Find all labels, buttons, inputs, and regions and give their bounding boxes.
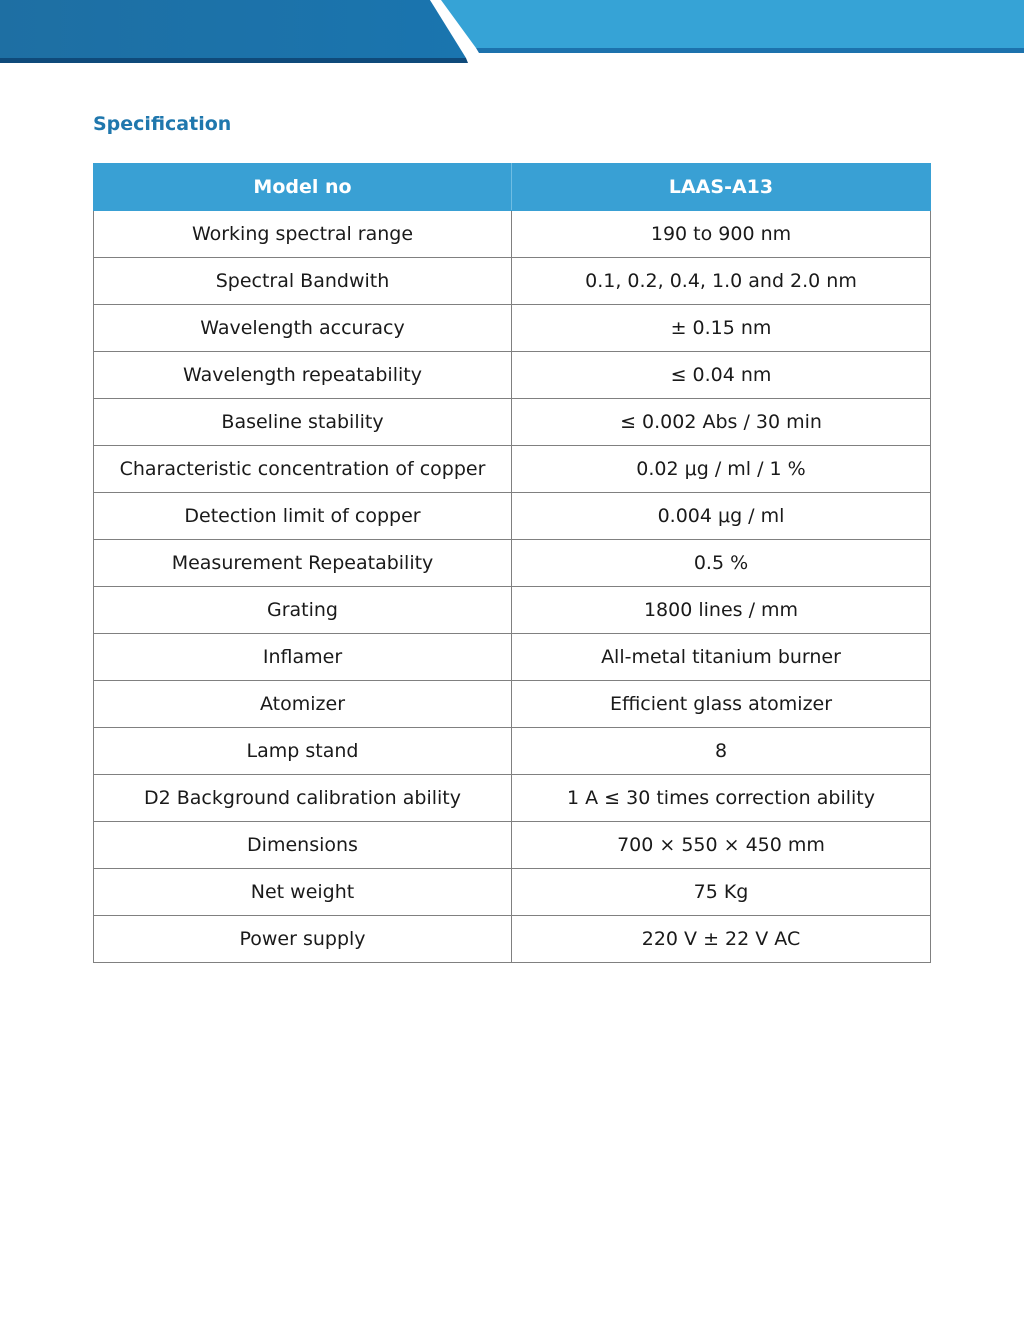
spec-value: 8 (512, 728, 931, 775)
banner-right-band (441, 0, 1024, 48)
spec-label: Detection limit of copper (94, 493, 512, 540)
table-row (94, 399, 931, 446)
spec-value: 0.02 μg / ml / 1 % (512, 446, 931, 493)
column-header-model: Model no (94, 164, 512, 211)
banner-underline (0, 58, 468, 63)
spec-label: Spectral Bandwith (94, 258, 512, 305)
spec-label: Atomizer (94, 681, 512, 728)
spec-label: Measurement Repeatability (94, 540, 512, 587)
table-row (94, 869, 931, 916)
table-row (94, 352, 931, 399)
section-title: Specification (93, 113, 232, 135)
spec-label: D2 Background calibration ability (94, 775, 512, 822)
spec-label: Lamp stand (94, 728, 512, 775)
table-row (94, 681, 931, 728)
table-row (94, 916, 931, 963)
spec-label: Dimensions (94, 822, 512, 869)
spec-value: 1800 lines / mm (512, 587, 931, 634)
spec-value: 75 Kg (512, 869, 931, 916)
banner-left-band (0, 0, 466, 58)
spec-label: Grating (94, 587, 512, 634)
spec-label: Baseline stability (94, 399, 512, 446)
spec-label: Power supply (94, 916, 512, 963)
table-row (94, 587, 931, 634)
spec-value: 1 A ≤ 30 times correction ability (512, 775, 931, 822)
spec-value: ≤ 0.04 nm (512, 352, 931, 399)
spec-value: 190 to 900 nm (512, 211, 931, 258)
table-row (94, 493, 931, 540)
spec-value: 0.004 μg / ml (512, 493, 931, 540)
table-header-row (94, 164, 931, 211)
table-row (94, 258, 931, 305)
spec-label: Wavelength repeatability (94, 352, 512, 399)
table-row (94, 775, 931, 822)
spec-value: ± 0.15 nm (512, 305, 931, 352)
table-row (94, 540, 931, 587)
table-row (94, 446, 931, 493)
spec-label: Working spectral range (94, 211, 512, 258)
banner-right-underline (476, 48, 1024, 53)
column-header-value: LAAS-A13 (512, 164, 931, 211)
spec-label: Wavelength accuracy (94, 305, 512, 352)
spec-value: 700 × 550 × 450 mm (512, 822, 931, 869)
spec-label: Net weight (94, 869, 512, 916)
spec-label: Characteristic concentration of copper (94, 446, 512, 493)
table-row (94, 211, 931, 258)
spec-value: 0.5 % (512, 540, 931, 587)
table-row (94, 728, 931, 775)
spec-value: Efficient glass atomizer (512, 681, 931, 728)
table-row (94, 634, 931, 681)
table-row (94, 305, 931, 352)
spec-value: ≤ 0.002 Abs / 30 min (512, 399, 931, 446)
spec-table (93, 163, 931, 963)
spec-value: 220 V ± 22 V AC (512, 916, 931, 963)
spec-label: Inflamer (94, 634, 512, 681)
spec-value: 0.1, 0.2, 0.4, 1.0 and 2.0 nm (512, 258, 931, 305)
header-banner (0, 0, 1024, 70)
table-row (94, 822, 931, 869)
spec-value: All-metal titanium burner (512, 634, 931, 681)
